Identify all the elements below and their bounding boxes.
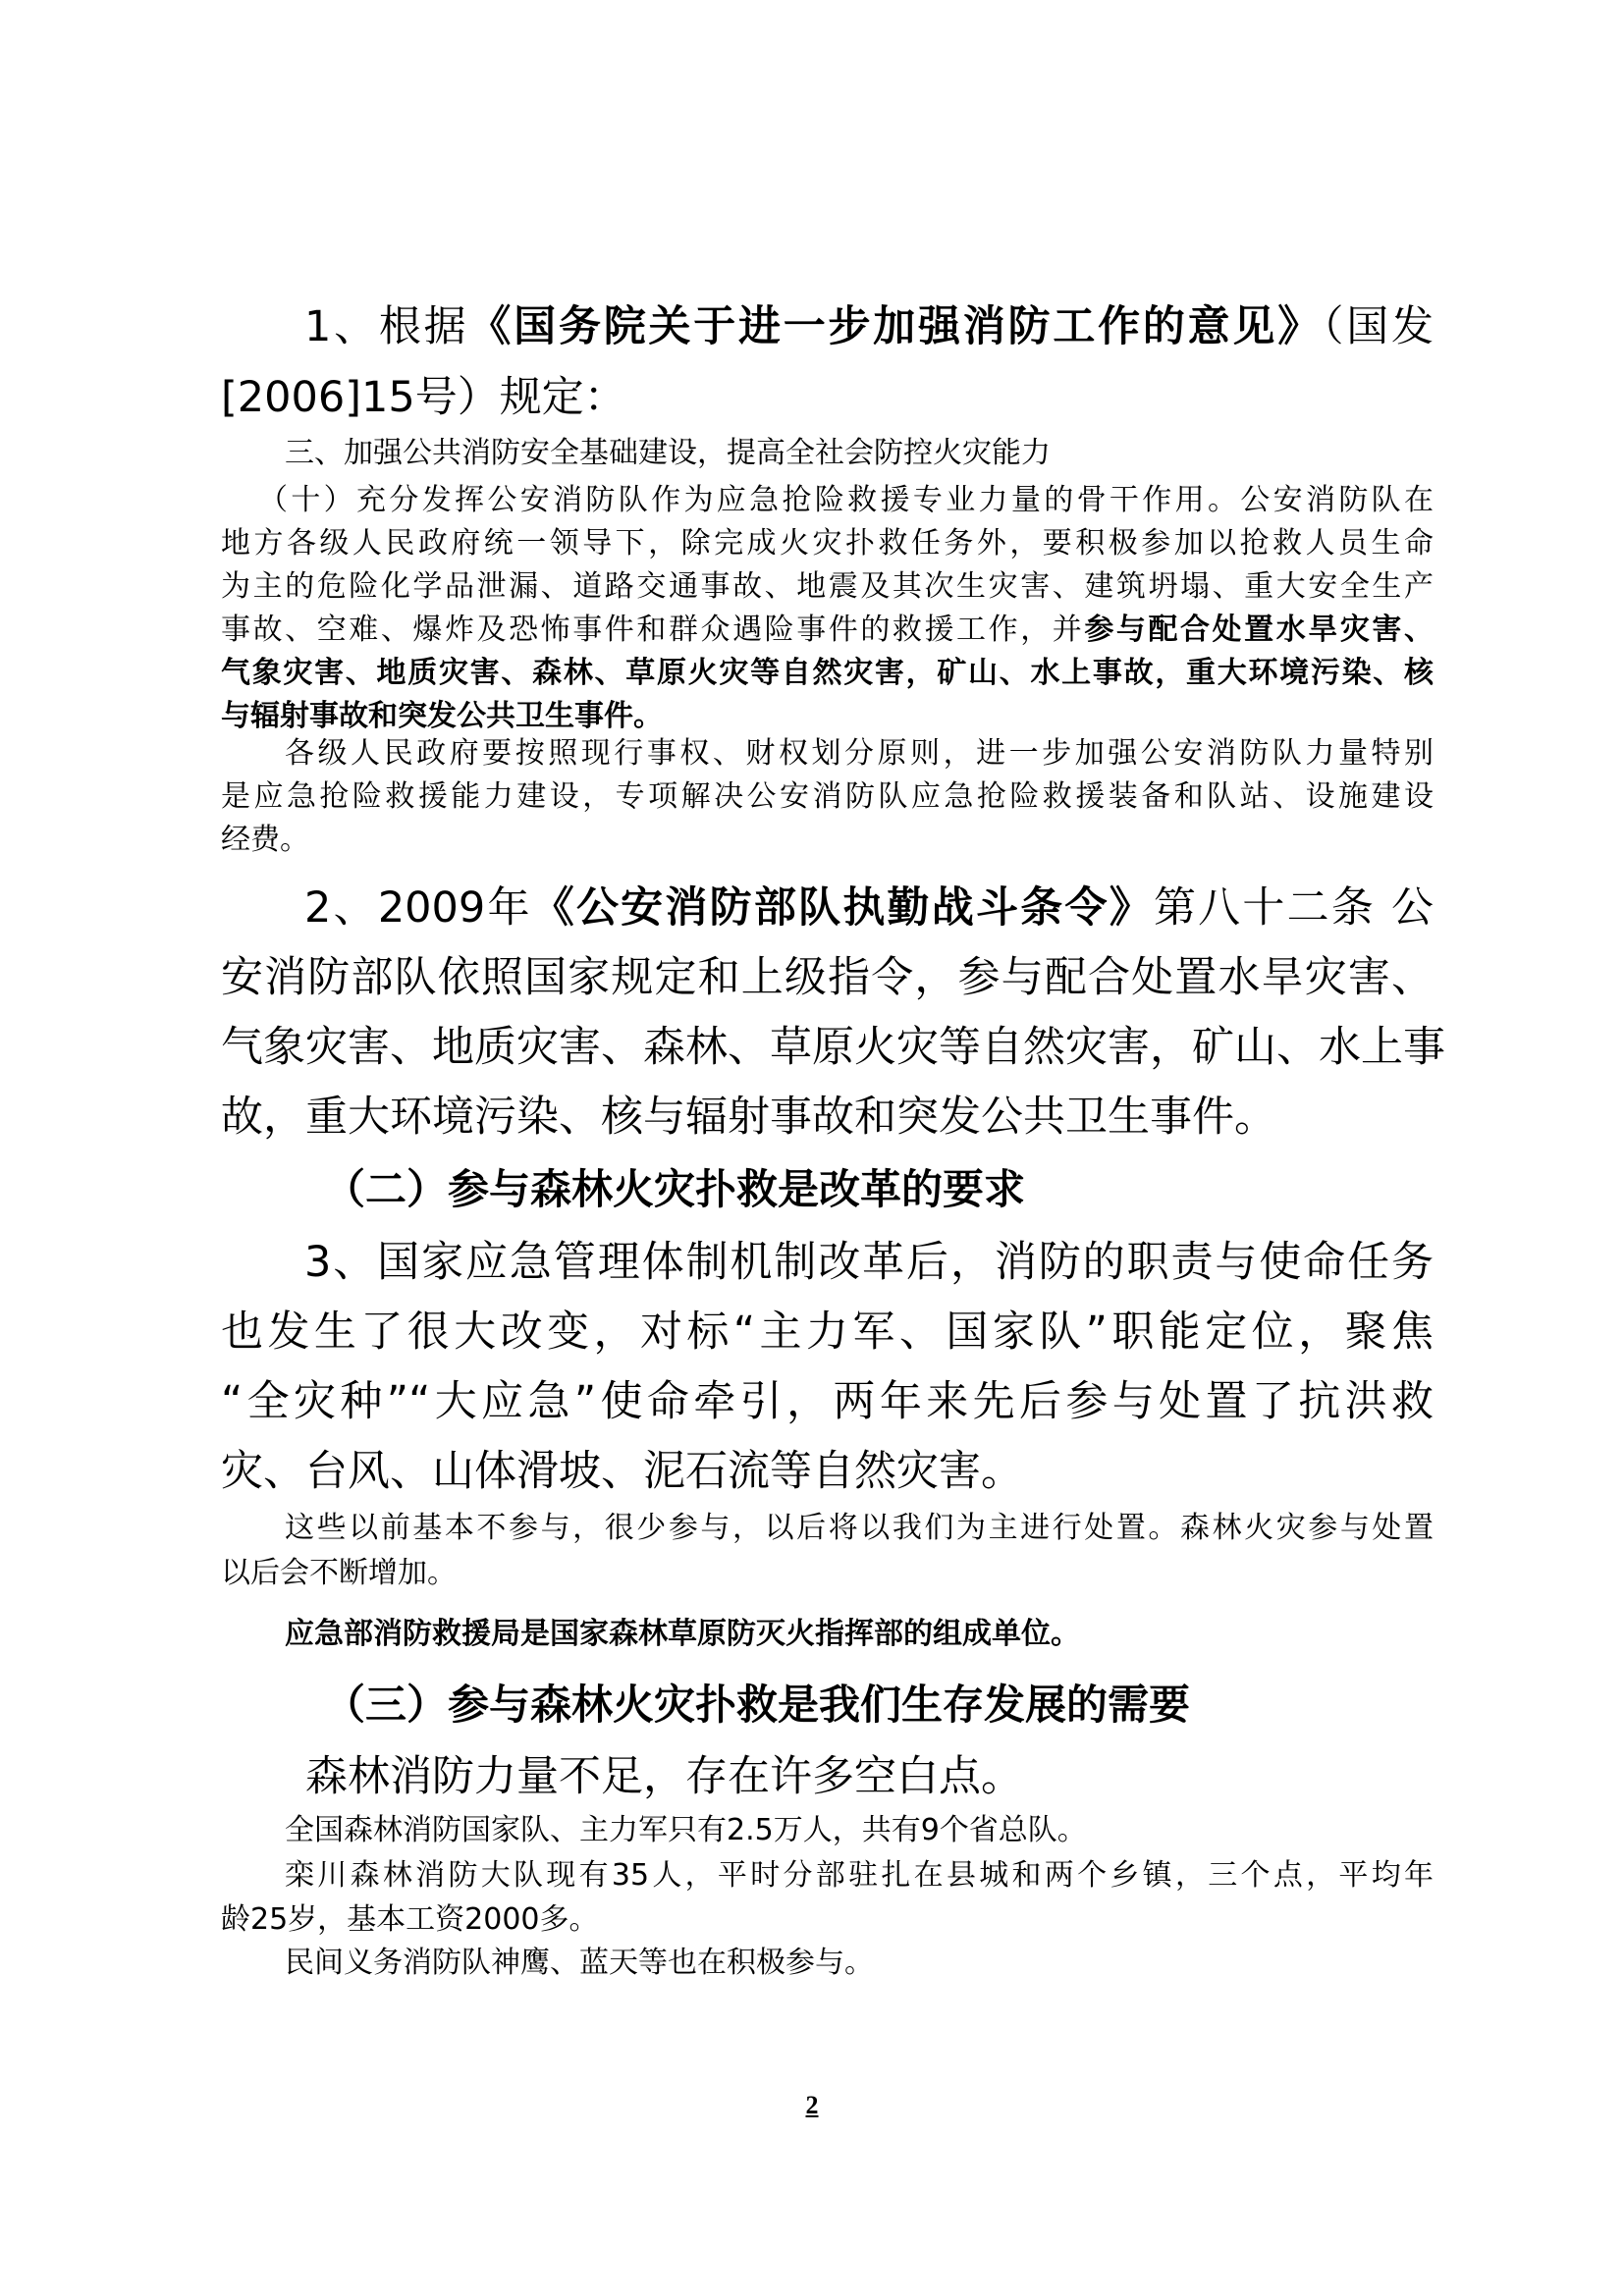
text: 这些以前基本不参与，很少参与，以后将以我们为主进行处置。森林火灾参与处置: [285, 1511, 1434, 1545]
text-line: [221, 1298, 1434, 1367]
text-line: [221, 943, 1434, 1013]
text-line: [221, 1551, 1434, 1596]
text-line: [221, 1013, 1445, 1083]
text-line: [221, 732, 1434, 775]
text: 栾川森林消防大队现有35人，平时分部驻扎在县城和两个乡镇，三个点，平均年: [285, 1858, 1434, 1893]
text-line: [221, 1506, 1434, 1551]
text: 各级人民政府要按照现行事权、财权划分原则，进一步加强公安消防队力量特别: [285, 736, 1434, 771]
text: 地方各级人民政府统一领导下，除完成火灾扑救任务外，要积极参加以抢救人员生命: [221, 526, 1434, 561]
text: [2006]15号）规定：: [221, 373, 626, 422]
text-line: [221, 1747, 1434, 1806]
text: 2、2009年: [304, 883, 532, 933]
text: 气象灾害、地质灾害、森林、草原火灾等自然灾害，矿山、水上事: [221, 1023, 1445, 1072]
text-line: [221, 1083, 1434, 1152]
text-line: [221, 1613, 1434, 1656]
paragraph-national-team: [221, 1809, 1434, 1852]
text: （三）参与森林火灾扑救是我们生存发展的需要: [324, 1681, 1191, 1729]
text-line: [221, 819, 1434, 862]
text-line: [221, 1367, 1434, 1437]
paragraph-future-participation: [221, 1506, 1434, 1596]
text: 也发生了很大改变，对标“主力军、国家队”职能定位，聚焦: [221, 1308, 1434, 1357]
text-line: [221, 1853, 1434, 1897]
text: 1、根据: [304, 302, 469, 351]
text-line: [221, 479, 1434, 522]
bold-text: 《国务院关于进一步加强消防工作的意见》: [468, 302, 1323, 351]
paragraph-article-ten: [221, 479, 1434, 738]
text-line: [221, 1437, 1434, 1507]
text: 民间义务消防队神鹰、蓝天等也在积极参与。: [285, 1946, 874, 1980]
text-line: [221, 1897, 1434, 1942]
text-line: [221, 362, 1434, 433]
bold-text: 参与配合处置水旱灾害、: [1084, 613, 1435, 647]
text: 森林消防力量不足，存在许多空白点。: [305, 1752, 1023, 1801]
paragraph-reform: [221, 1228, 1434, 1507]
bold-text: 应急部消防救援局是国家森林草原防灭火指挥部的组成单位。: [285, 1617, 1080, 1651]
text: “全灾种”“大应急”使命牵引，两年来先后参与处置了抗洪救: [221, 1377, 1434, 1426]
text-line: [221, 874, 1434, 943]
text: （国发: [1322, 302, 1434, 351]
text: 安消防部队依照国家规定和上级指令，参与配合处置水旱灾害、: [221, 953, 1434, 1002]
text: 是应急抢险救援能力建设，专项解决公安消防队应急抢险救援装备和队站、设施建设: [221, 779, 1434, 814]
page-number-text: 2: [805, 2091, 819, 2119]
text: 事故、空难、爆炸及恐怖事件和群众遇险事件的救援工作，并: [221, 613, 1085, 647]
text: （十）充分发挥公安消防队作为应急抢险救援专业力量的骨干作用。公安消防队在: [258, 483, 1434, 517]
paragraph-combat-regulation: [221, 874, 1445, 1152]
section-heading-three: [221, 432, 1434, 475]
text-line: [324, 1160, 1537, 1219]
text: 故，重大环境污染、核与辐射事故和突发公共卫生事件。: [221, 1093, 1276, 1142]
text-line: [221, 609, 1434, 652]
heading-survival-need: [324, 1676, 1537, 1735]
text: 灾、台风、山体滑坡、泥石流等自然灾害。: [221, 1447, 1023, 1496]
heading-reform-requirement: [324, 1160, 1537, 1219]
text-line: [221, 292, 1434, 362]
text-line: [221, 432, 1434, 475]
paragraph-insufficient-force: [221, 1747, 1434, 1806]
text-line: [221, 775, 1434, 819]
text: （二）参与森林火灾扑救是改革的要求: [324, 1165, 1026, 1213]
paragraph-volunteer-teams: [221, 1942, 1434, 1985]
paragraph-luanchuan-brigade: [221, 1853, 1434, 1942]
bold-text: 《公安消防部队执勤战斗条令》: [531, 883, 1154, 933]
text: 经费。: [221, 823, 309, 857]
text-line: [221, 1942, 1434, 1985]
text-line: [221, 565, 1434, 609]
text: 龄25岁，基本工资2000多。: [221, 1902, 599, 1937]
text-line: [221, 1809, 1434, 1852]
paragraph-bureau-membership: [221, 1613, 1434, 1656]
text: 以后会不断增加。: [221, 1556, 457, 1590]
bold-text: 气象灾害、地质灾害、森林、草原火灾等自然灾害，矿山、水上事故，重大环境污染、核: [221, 656, 1434, 690]
paragraph-guowuyuan-opinion: [221, 292, 1434, 433]
text-line: [221, 522, 1434, 565]
text: 第八十二条 公: [1153, 883, 1435, 933]
text: 三、加强公共消防安全基础建设，提高全社会防控火灾能力: [285, 436, 1051, 470]
bold-text: 与辐射事故和突发公共卫生事件。: [221, 699, 663, 733]
paragraph-government-funding: [221, 732, 1434, 862]
text-line: [221, 1228, 1434, 1298]
page-number: [0, 2091, 1624, 2120]
text: 3、国家应急管理体制机制改革后，消防的职责与使命任务: [304, 1238, 1434, 1287]
text-line: [324, 1676, 1537, 1735]
text: 全国森林消防国家队、主力军只有2.5万人，共有9个省总队。: [285, 1813, 1087, 1847]
text: 为主的危险化学品泄漏、道路交通事故、地震及其次生灾害、建筑坍塌、重大安全生产: [221, 569, 1434, 604]
text-line: [221, 652, 1434, 695]
